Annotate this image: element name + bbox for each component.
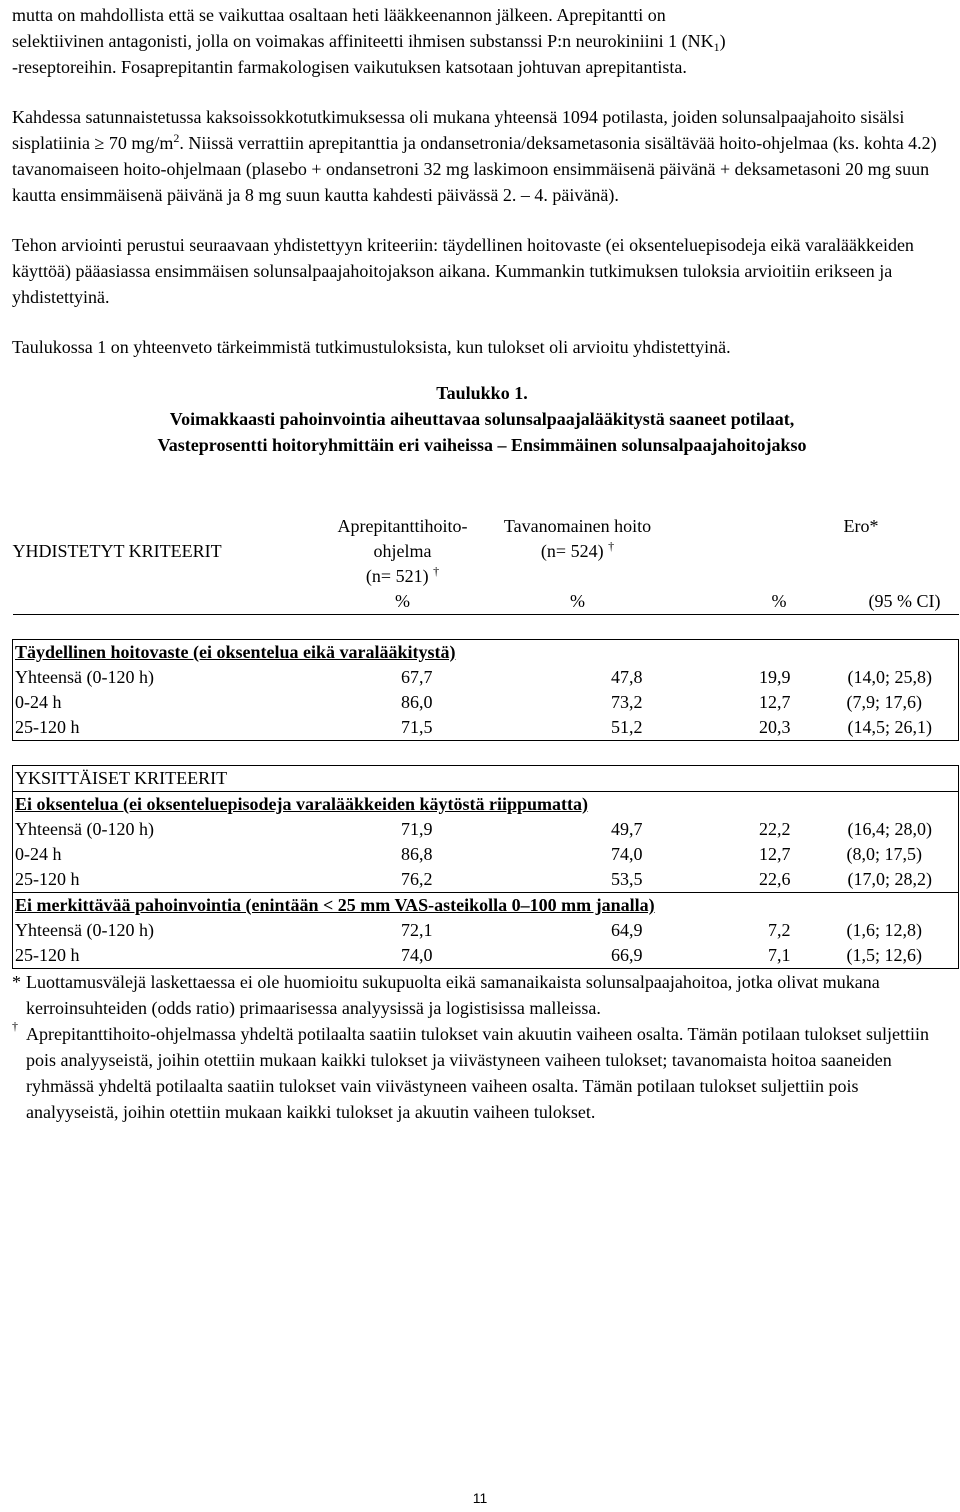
document-page bbox=[12, 0, 952, 1125]
footnote-dagger-mark: † bbox=[12, 1019, 18, 1033]
header-standard: Tavanomainen hoito bbox=[503, 516, 652, 536]
table-caption bbox=[12, 380, 952, 458]
table-row: Yhteensä (0-120 h) 72,1 64,9 7,2 (1,6; 12,8) bbox=[13, 918, 959, 943]
header-pct-2: % bbox=[570, 591, 585, 611]
study-text-b: 70 mg/m bbox=[104, 133, 174, 153]
intro-line-2 bbox=[12, 28, 952, 54]
results-table bbox=[12, 514, 959, 969]
nk1-subscript: 1 bbox=[713, 40, 720, 54]
intro-line-1: mutta on mahdollista että se vaikuttaa osaltaan heti lääkkeenannon jälkeen. Aprepitantti on bbox=[12, 5, 666, 25]
footnote-star-mark: * bbox=[12, 972, 21, 992]
table-summary-paragraph: Taulukossa 1 on yhteenveto tärkeimmistä tutkimustuloksista, kun tulokset oli arvioitu yhdistettyinä. bbox=[12, 337, 731, 357]
header-pct-1: % bbox=[395, 591, 410, 611]
table-title-line-2: Vasteprosentti hoitoryhmittäin eri vaiheissa – Ensimmäinen solunsalpaajahoitojakso bbox=[157, 435, 807, 455]
header-difference: Ero* bbox=[843, 516, 879, 536]
footnote-star-text: Luottamusvälejä laskettaessa ei ole huomioitu sukupuolta eikä samanaikaista solunsalpaajahoitoa, jotka olivat mukana kerroinsuhteiden (odds ratio) primaarisessa analyysissä ja logistisissa malleissa. bbox=[26, 972, 880, 1018]
efficacy-criteria-paragraph: Tehon arviointi perustui seuraavaan yhdistettyyn kriteeriin: täydellinen hoitovaste (ei oksenteluepisodeja eikä varalääkkeiden käyttöä) pääasiassa ensimmäisen solunsalpaajahoitojakson aikana. Kummankin tutkimuksen tuloksia arvioitiin erikseen ja yhdistettyinä. bbox=[12, 235, 914, 307]
header-combined-criteria: YHDISTETYT KRITEERIT bbox=[12, 541, 222, 561]
header-standard-n: (n= 524) † bbox=[540, 539, 615, 561]
ge-symbol: ≥ bbox=[94, 133, 105, 153]
section-no-emesis: Ei oksentelua (ei oksenteluepisodeja varalääkkeiden käytöstä riippumatta) bbox=[13, 792, 959, 818]
section-no-significant-nausea: Ei merkittävää pahoinvointia (enintään < 25 mm VAS-asteikolla 0–100 mm janalla) bbox=[13, 893, 959, 919]
table-row: 25-120 h 74,0 66,9 7,1 (1,5; 12,6) bbox=[13, 943, 959, 969]
table-header-row-2 bbox=[13, 539, 959, 589]
table-footnotes bbox=[12, 969, 952, 1125]
table-row: 25-120 h 71,5 51,2 20,3 (14,5; 26,1) bbox=[13, 715, 959, 741]
header-aprepitant-n: ohjelma (n= 521) † bbox=[365, 541, 440, 586]
study-text-a: Kahdessa satunnaistetussa kaksoissokkotutkimuksessa oli mukana yhteensä 1094 potilasta, joiden solunsalpaajahoito sisälsi sisplatiinia bbox=[12, 107, 905, 153]
header-pct-3: % bbox=[771, 591, 787, 611]
study-text-c: . Niissä verrattiin aprepitanttia ja ondansetronia/deksametasonia sisältävää hoito-ohjelmaa (ks. kohta 4.2) tavanomaiseen hoito-ohjelmaan (plasebo + ondansetroni 32 mg laskimoon ensimmäisenä päivänä + deksametasoni 20 mg suun kautta ensimmäisenä päivänä ja 8 mg suun kautta kahdesti päivässä 2. – 4. päivänä). bbox=[12, 133, 937, 205]
header-aprepitant: Aprepitanttihoito- bbox=[337, 516, 468, 536]
page-number: 11 bbox=[472, 1490, 488, 1506]
header-ci: (95 % CI) bbox=[868, 591, 941, 611]
table-row: Yhteensä (0-120 h) 71,9 49,7 22,2 (16,4; 28,0) bbox=[13, 817, 959, 842]
table-row: Yhteensä (0-120 h) 67,7 47,8 19,9 (14,0; 25,8) bbox=[13, 665, 959, 690]
table-number: Taulukko 1. bbox=[436, 383, 528, 403]
table-header-row-1 bbox=[13, 514, 959, 539]
footnote-dagger bbox=[12, 1021, 952, 1125]
intro-line-2-text: selektiivinen antagonisti, jolla on voimakas affiniteetti ihmisen substanssi P:n neurokiniini 1 (NK bbox=[12, 31, 714, 51]
intro-line-2-end: ) bbox=[719, 31, 726, 51]
table-row: 0-24 h 86,0 73,2 12,7 (7,9; 17,6) bbox=[13, 690, 959, 715]
intro-paragraph bbox=[12, 2, 952, 80]
intro-line-3: -reseptoreihin. Fosaprepitantin farmakologisen vaikutuksen katsotaan johtuvan aprepitantista. bbox=[12, 57, 687, 77]
m2-superscript: 2 bbox=[173, 131, 180, 145]
table-header-row-3 bbox=[13, 589, 959, 615]
section-individual-criteria: YKSITTÄISET KRITEERIT bbox=[13, 766, 959, 792]
footnote-dagger-text: Aprepitanttihoito-ohjelmassa yhdeltä potilaalta saatiin tulokset vain akuutin vaiheen osalta. Tämän potilaan tulokset suljettiin pois analyyseistä, joihin otettiin mukaan kaikki tulokset ja viivästyneen vaiheen tulokset; tavanomaista hoitoa saaneiden ryhmässä yhdeltä potilaalta saatiin tulokset vain viivästyneen vaiheen osalta. Tämän potilaan tulokset suljettiin pois analyyseistä, joihin otettiin mukaan kaikki tulokset ja akuutin vaiheen tulokset. bbox=[26, 1024, 929, 1122]
table-row: 25-120 h 76,2 53,5 22,6 (17,0; 28,2) bbox=[13, 867, 959, 893]
section-complete-response: Täydellinen hoitovaste (ei oksentelua eikä varalääkitystä) bbox=[13, 640, 959, 666]
table-title-line-1: Voimakkaasti pahoinvointia aiheuttavaa solunsalpaajalääkitystä saaneet potilaat, bbox=[169, 409, 795, 429]
study-description-paragraph bbox=[12, 104, 952, 208]
footnote-star bbox=[12, 969, 952, 1021]
table-row: 0-24 h 86,8 74,0 12,7 (8,0; 17,5) bbox=[13, 842, 959, 867]
